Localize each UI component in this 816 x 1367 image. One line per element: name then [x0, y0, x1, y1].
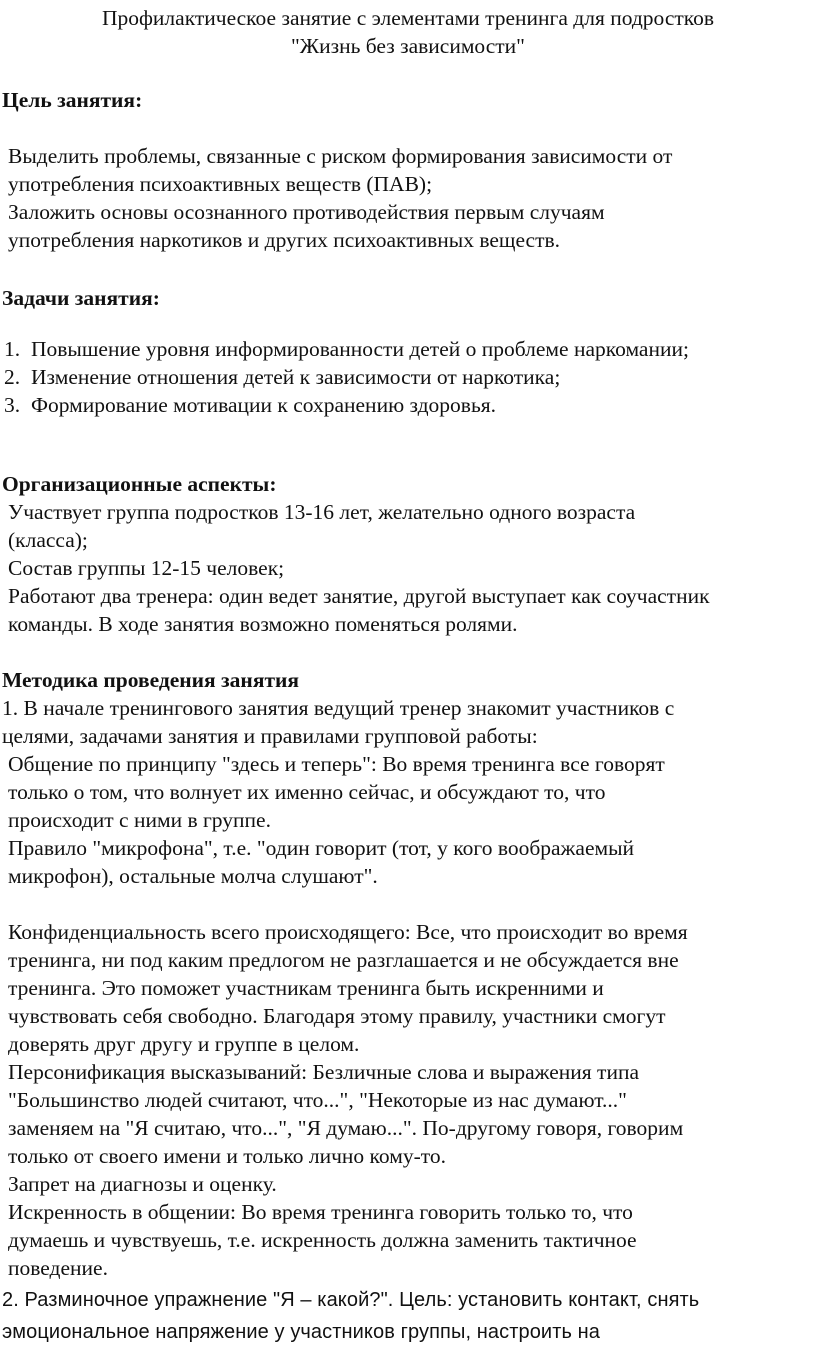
- rule-line: происходит с ними в группе.: [8, 808, 271, 832]
- rule-line: Общение по принципу "здесь и теперь": Во время тренинга все говорят: [8, 752, 665, 776]
- method-intro: [2, 694, 814, 750]
- rule-line: Искренность в общении: Во время тренинга говорить только то, что: [8, 1200, 633, 1224]
- goal-line: Выделить проблемы, связанные с риском формирования зависимости от: [8, 144, 673, 168]
- org-line: Работают два тренера: один ведет занятие, другой выступает как соучастник: [8, 584, 710, 608]
- list-item: 2. Изменение отношения детей к зависимости от наркотика;: [4, 365, 561, 389]
- title-line-2: "Жизнь без зависимости": [291, 34, 525, 58]
- step-2-text: [2, 1284, 814, 1348]
- rule-line: поведение.: [8, 1256, 108, 1280]
- goal-line: употребления психоактивных веществ (ПАВ);: [8, 172, 433, 196]
- rule-line: Конфиденциальность всего происходящего: Все, что происходит во время: [8, 920, 688, 944]
- rule-line: "Большинство людей считают, что...", "Некоторые из нас думают...": [8, 1088, 627, 1112]
- method-heading: Методика проведения занятия: [2, 668, 300, 692]
- method-intro-line: целями, задачами занятия и правилами групповой работы:: [2, 724, 538, 748]
- rule-line: Персонификация высказываний: Безличные слова и выражения типа: [8, 1060, 639, 1084]
- rule-line: Правило "микрофона", т.е. "один говорит (тот, у кого воображаемый: [8, 836, 635, 860]
- org-text: [8, 498, 814, 638]
- org-heading: Организационные аспекты:: [2, 472, 277, 496]
- rule-line: тренинга, ни под каким предлогом не разглашается и не обсуждается вне: [8, 948, 679, 972]
- rule-line: микрофон), остальные молча слушают".: [8, 864, 378, 888]
- org-line: Состав группы 12-15 человек;: [8, 556, 285, 580]
- org-line: Участвует группа подростков 13-16 лет, желательно одного возраста: [8, 500, 636, 524]
- rule-line: Запрет на диагнозы и оценку.: [8, 1172, 277, 1196]
- step-2-line: эмоциональное напряжение у участников группы, настроить на: [2, 1321, 601, 1343]
- rule-line: только от своего имени и только лично кому-то.: [8, 1144, 446, 1168]
- list-item: 3. Формирование мотивации к сохранению здоровья.: [4, 393, 497, 417]
- list-item: 1. Повышение уровня информированности детей о проблеме наркомании;: [4, 337, 689, 361]
- goal-heading: Цель занятия:: [2, 88, 143, 112]
- document-title: [0, 4, 816, 60]
- rule-line: чувствовать себя свободно. Благодаря этому правилу, участники смогут: [8, 1004, 666, 1028]
- tasks-heading: Задачи занятия:: [2, 286, 160, 310]
- goal-line: употребления наркотиков и других психоактивных веществ.: [8, 228, 560, 252]
- rule-line: доверять друг другу и группе в целом.: [8, 1032, 360, 1056]
- rule-line: думаешь и чувствуешь, т.е. искренность должна заменить тактичное: [8, 1228, 637, 1252]
- goal-text: [8, 142, 814, 254]
- title-line-1: Профилактическое занятие с элементами тренинга для подростков: [101, 6, 715, 30]
- org-line: (класса);: [8, 528, 88, 552]
- rules-block-1: [8, 750, 814, 890]
- rule-line: заменяем на "Я считаю, что...", "Я думаю...". По-другому говоря, говорим: [8, 1116, 684, 1140]
- step-2-line: 2. Разминочное упражнение "Я – какой?". Цель: установить контакт, снять: [2, 1289, 700, 1311]
- org-line: команды. В ходе занятия возможно поменяться ролями.: [8, 612, 518, 636]
- rule-line: только о том, что волнует их именно сейчас, и обсуждают то, что: [8, 780, 606, 804]
- tasks-list: [4, 335, 689, 419]
- goal-line: Заложить основы осознанного противодействия первым случаям: [8, 200, 605, 224]
- method-intro-line: 1. В начале тренингового занятия ведущий тренер знакомит участников с: [2, 696, 675, 720]
- rules-block-2: [8, 918, 814, 1282]
- rule-line: тренинга. Это поможет участникам тренинга быть искренними и: [8, 976, 604, 1000]
